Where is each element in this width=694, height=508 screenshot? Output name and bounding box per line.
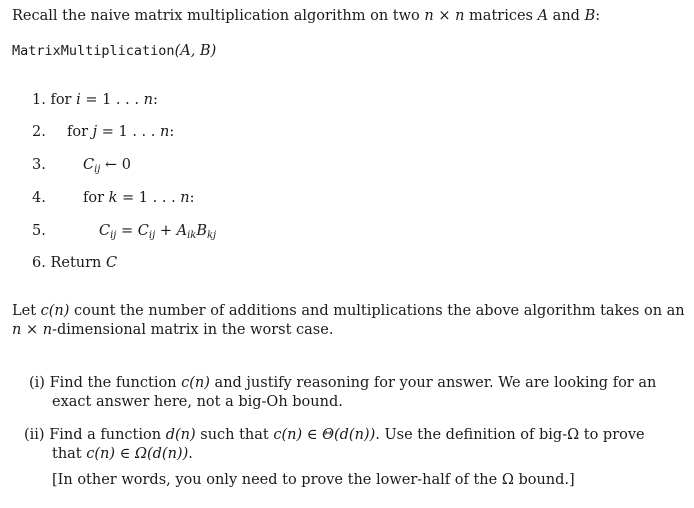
step-number: 6. bbox=[32, 255, 46, 271]
question-2-text-b: such that bbox=[195, 427, 274, 443]
algorithm-args: (A, B) bbox=[174, 43, 217, 59]
intro-colon: : bbox=[595, 8, 601, 24]
algorithm-step-1 bbox=[32, 91, 158, 109]
step-keyword: for bbox=[83, 190, 109, 206]
step-end: : bbox=[152, 92, 158, 108]
step-lhs: C bbox=[99, 223, 111, 239]
step-term-1-sub: ij bbox=[148, 230, 156, 241]
intro-dims: n × n bbox=[424, 8, 465, 24]
step-var: i bbox=[76, 92, 81, 108]
step-bound: n bbox=[160, 124, 170, 140]
question-2-line-2 bbox=[52, 445, 193, 463]
step-lhs-sub: ij bbox=[94, 164, 101, 175]
step-bound: n bbox=[143, 92, 153, 108]
question-2-text-c: . Use the definition of big-Ω to prove bbox=[375, 427, 645, 443]
intro-text-mid: matrices bbox=[464, 8, 538, 24]
step-term-1: C bbox=[137, 223, 149, 239]
step-term-2: A bbox=[176, 223, 188, 239]
definition-line-2-suffix: -dimensional matrix in the worst case. bbox=[52, 322, 334, 338]
question-2-label: (ii) bbox=[24, 427, 45, 443]
step-end: : bbox=[189, 190, 195, 206]
step-var: j bbox=[92, 124, 98, 140]
algorithm-name: MatrixMultiplication bbox=[12, 43, 175, 59]
step-number: 4. bbox=[32, 190, 46, 206]
question-1-cn: c(n) bbox=[181, 375, 210, 391]
step-term-3: B bbox=[196, 223, 207, 239]
question-2-line-2-b: . bbox=[188, 446, 193, 462]
question-1-text-b: and justify reasoning for your answer. We are looking for an bbox=[209, 375, 657, 391]
algorithm-step-6 bbox=[32, 254, 117, 272]
step-eq: = bbox=[116, 223, 138, 239]
question-2-expr: c(n) ∈ Θ(d(n)) bbox=[273, 427, 376, 443]
step-number: 2. bbox=[32, 124, 46, 140]
question-2-line-2-a: that bbox=[52, 446, 87, 462]
step-keyword: for bbox=[50, 92, 77, 108]
step-lhs-sub: ij bbox=[110, 230, 117, 241]
intro-text-prefix: Recall the naive matrix multiplication algorithm on two bbox=[12, 8, 425, 24]
question-1-line-1 bbox=[29, 374, 656, 392]
algorithm-signature bbox=[12, 42, 216, 60]
question-1-label: (i) bbox=[29, 375, 45, 391]
definition-line-2 bbox=[12, 321, 333, 339]
step-number: 3. bbox=[32, 157, 46, 173]
intro-line bbox=[12, 7, 600, 25]
step-lhs: C bbox=[83, 157, 95, 173]
question-2-dn: d(n) bbox=[165, 427, 196, 443]
question-1-text-a: Find the function bbox=[49, 375, 182, 391]
definition-prefix: Let bbox=[12, 303, 41, 319]
algorithm-step-2 bbox=[32, 123, 174, 141]
intro-matrix-b: B bbox=[584, 8, 596, 24]
algorithm-step-3 bbox=[32, 156, 131, 179]
question-2-note-text: [In other words, you only need to prove the lower-half of the Ω bound.] bbox=[52, 472, 575, 488]
question-2-line-1 bbox=[24, 426, 645, 444]
step-number: 1. bbox=[32, 92, 46, 108]
definition-dims: n × n bbox=[12, 322, 53, 338]
step-range: = 1 . . . bbox=[80, 92, 144, 108]
step-plus: + bbox=[155, 223, 177, 239]
step-bound: n bbox=[180, 190, 190, 206]
step-var: k bbox=[108, 190, 118, 206]
algorithm-step-5 bbox=[32, 222, 216, 245]
intro-and: and bbox=[548, 8, 585, 24]
step-range: = 1 . . . bbox=[117, 190, 181, 206]
question-2-line-2-expr: c(n) ∈ Ω(d(n)) bbox=[86, 446, 189, 462]
question-2-note bbox=[52, 471, 575, 489]
question-1-line-2 bbox=[52, 393, 343, 411]
step-var: C bbox=[106, 255, 118, 271]
step-term-2-sub: ik bbox=[187, 230, 197, 241]
step-term-3-sub: kj bbox=[207, 230, 217, 241]
step-op: ← 0 bbox=[100, 157, 132, 173]
question-1-text-2: exact answer here, not a big-Oh bound. bbox=[52, 394, 343, 410]
definition-suffix: count the number of additions and multiplications the above algorithm takes on an bbox=[69, 303, 685, 319]
intro-matrix-a: A bbox=[537, 8, 549, 24]
definition-cn: c(n) bbox=[40, 303, 70, 319]
step-end: : bbox=[169, 124, 175, 140]
algorithm-step-4 bbox=[32, 189, 195, 207]
step-keyword: Return bbox=[50, 255, 106, 271]
definition-line-1 bbox=[12, 302, 685, 320]
step-keyword: for bbox=[67, 124, 93, 140]
step-number: 5. bbox=[32, 223, 46, 239]
question-2-text-a: Find a function bbox=[49, 427, 166, 443]
step-range: = 1 . . . bbox=[97, 124, 160, 140]
